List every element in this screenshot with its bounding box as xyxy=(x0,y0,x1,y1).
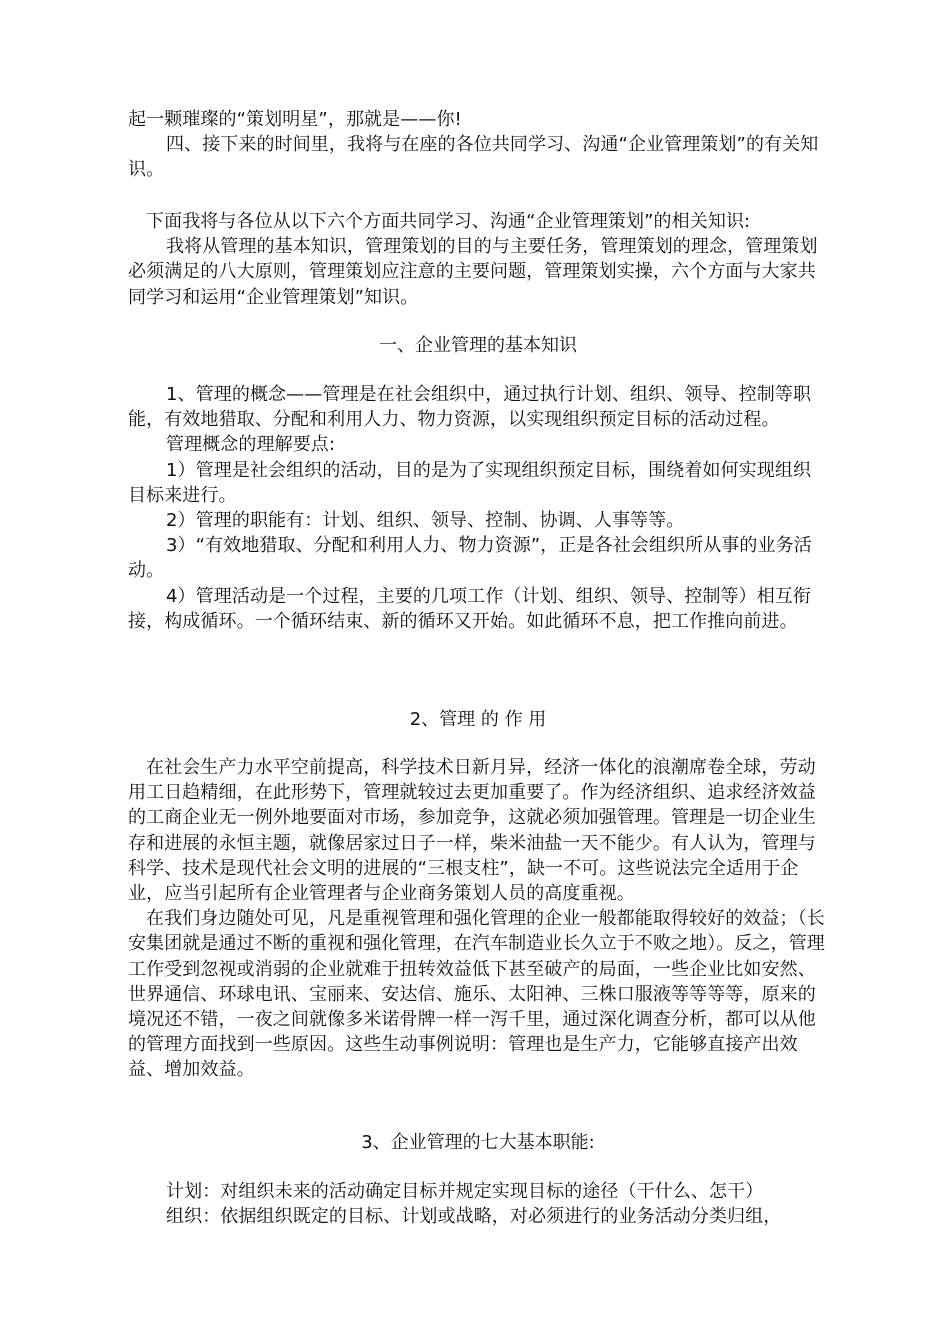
concept-points-title: 管理概念的理解要点: xyxy=(166,434,336,456)
function-plan: 计划：对组织未来的活动确定目标并规定实现目标的途径（干什么、怎干） xyxy=(166,1181,764,1202)
concept-point-4: 4）管理活动是一个过程，主要的几项工作（计划、组织、领导、控制等）相互衔接，构成循环。一个循环结束、新的循环又开始。如此循环不息，把工作推向前进。 xyxy=(128,585,812,632)
concept-point-3: 3）“有效地猎取、分配和利用人力、物力资源”，正是各社会组织所从事的业务活动。 xyxy=(128,535,812,582)
paragraph-four: 四、接下来的时间里，我将与在座的各位共同学习、沟通“企业管理策划”的有关知识。 xyxy=(128,134,819,181)
section-1-body xyxy=(128,382,828,634)
section-2-heading: 2、管理 的 作 用 xyxy=(409,709,547,730)
six-aspects-block xyxy=(128,209,828,310)
intro-block xyxy=(128,107,828,183)
six-aspects-lead: 下面我将与各位从以下六个方面共同学习、沟通“企业管理策划”的相关知识: xyxy=(146,211,751,232)
six-aspects-paragraph: 我将从管理的基本知识，管理策划的目的与主要任务，管理策划的理念，管理策划必须满足的八大原则，管理策划应注意的主要问题，管理策划实操，六个方面与大家共同学习和运用“企业管理策划”知识。 xyxy=(128,236,818,308)
role-paragraph-2: 在我们身边随处可见，凡是重视管理和强化管理的企业一般都能取得较好的效益；（长安集团就是通过不断的重视和强化管理，在汽车制造业长久立于不败之地）。反之，管理工作受到忽视或消弱的企业就难于扭转效益低下甚至破产的局面，一些企业比如安然、世界通信、环球电讯、宝丽来、安达信、施乐、太阳神、三株口服液等等等等，原来的境况还不错，一夜之间就像多米诺骨牌一样一泻千里，通过深化调查分析，都可以从他的管理方面找到一些原因。这些生动事例说明：管理也是生产力，它能够直接产出效益、增加效益。 xyxy=(128,908,825,1081)
concept-point-1: 1）管理是社会组织的活动，目的是为了实现组织预定目标，围绕着如何实现组织目标来进行。 xyxy=(128,459,812,506)
section-1-heading: 一、企业管理的基本知识 xyxy=(379,335,577,356)
section-3-body xyxy=(128,1179,828,1229)
concept-point-2: 2）管理的职能有：计划、组织、领导、控制、协调、人事等等。 xyxy=(166,510,685,532)
role-paragraph-1: 在社会生产力水平空前提高，科学技术日新月异，经济一体化的浪潮席卷全球，劳动用工日趋精细，在此形势下，管理就较过去更加重要了。作为经济组织、追求经济效益的工商企业无一例外地要面对市场，参加竞争，这就必须加强管理。管理是一切企业生存和进展的永恒主题，就像居家过日子一样，柴米油盐一天不能少。有人认为，管理与科学、技术是现代社会文明的进展的“三根支柱”，缺一不可。这些说法完全适用于企业，应当引起所有企业管理者与企业商务策划人员的高度重视。 xyxy=(128,757,816,905)
section-3-heading: 3、企业管理的七大基本职能: xyxy=(361,1132,595,1153)
management-concept: 1、管理的概念——管理是在社会组织中，通过执行计划、组织、领导、控制等职能，有效地猎取、分配和利用人力、物力资源，以实现组织预定目标的活动过程。 xyxy=(128,384,812,431)
intro-line: 起一颗璀璨的“策划明星”，那就是——你! xyxy=(128,109,462,130)
section-2-body xyxy=(128,755,828,1083)
function-organize: 组织：依据组织既定的目标、计划或战略，对必须进行的业务活动分类归组， xyxy=(166,1206,782,1228)
